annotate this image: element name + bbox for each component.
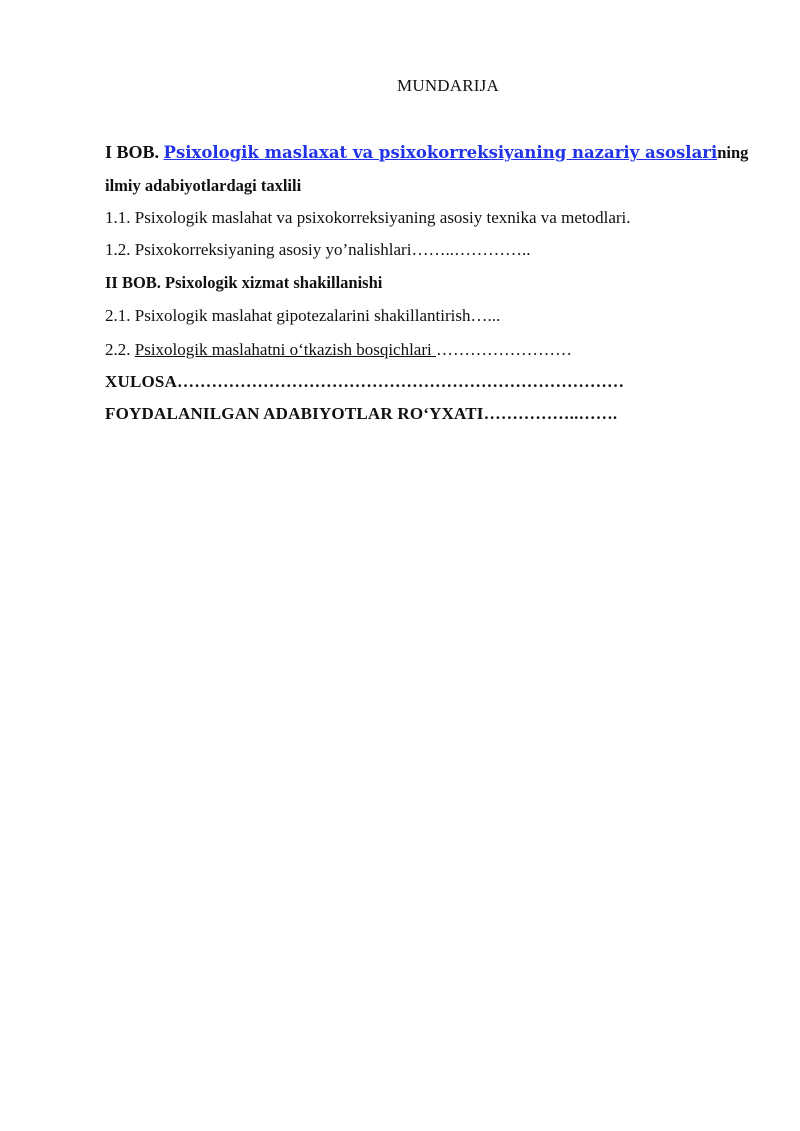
chapter-1-title-suffix: ning [717, 143, 749, 162]
section-2-2-dots: …………………… [436, 340, 572, 359]
chapter-1-title-line2: ilmiy adabiyotlardagi taxlili [105, 176, 302, 195]
section-2-2-number: 2.2. [105, 340, 135, 359]
page-title: MUNDARIJA [397, 76, 499, 95]
toc-references: FOYDALANILGAN ADABIYOTLAR RO‘YXATI……………..……. [105, 404, 618, 423]
toc-conclusion: XULOSA…………………………………………………………………… [105, 372, 625, 391]
chapter-1-prefix: I BOB. [105, 142, 164, 162]
toc-section-2-1: 2.1. Psixologik maslahat gipotezalarini shakillantirish…... [105, 306, 501, 325]
toc-section-1-2: 1.2. Psixokorreksiyaning asosiy yo’nalishlari……..………….. [105, 240, 531, 259]
toc-chapter-1 [105, 142, 748, 163]
chapter-1-title-link[interactable]: Psixologik maslaxat va psixokorreksiyaning nazariy asoslari [163, 143, 718, 162]
toc-section-1-1: 1.1. Psixologik maslahat va psixokorreksiyaning asosiy texnika va metodlari. [105, 208, 631, 227]
section-2-2-title: Psixologik maslahatni o‘tkazish bosqichlari [134, 340, 436, 359]
toc-section-2-2 [105, 340, 572, 360]
toc-chapter-2: II BOB. Psixologik xizmat shakillanishi [105, 273, 383, 292]
